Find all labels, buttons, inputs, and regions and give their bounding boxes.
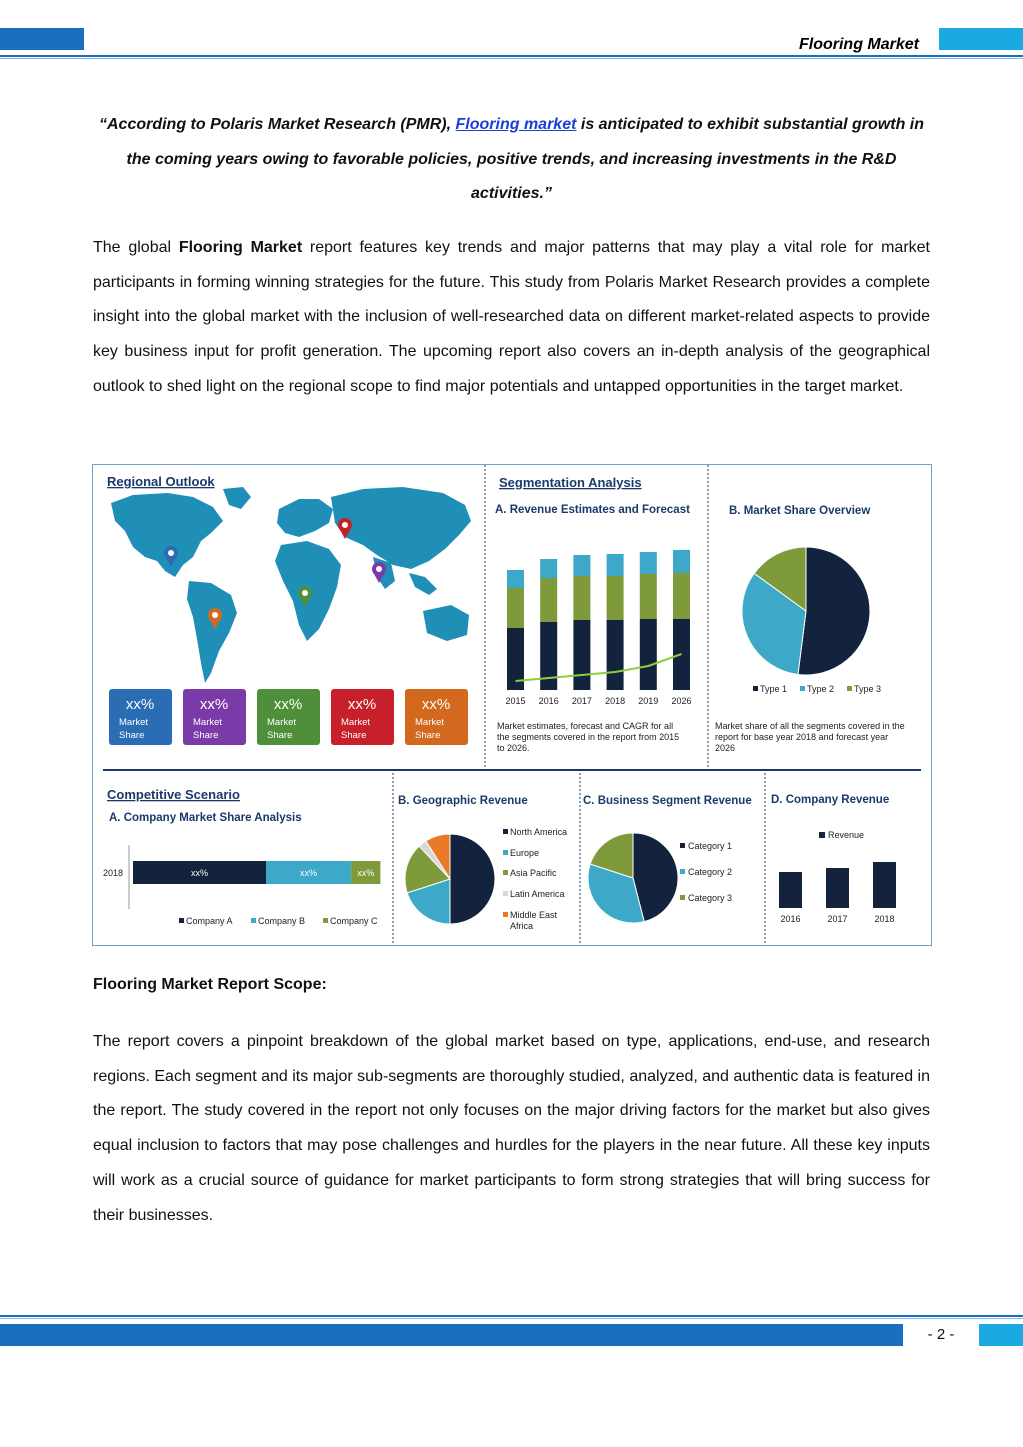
revenue-bar-segment [507,588,524,628]
revenue-bar-segment [673,550,690,573]
market-share-pie [742,547,870,675]
revenue-bar-segment [673,573,690,619]
region-tile-label: Market [267,717,297,728]
business-revenue-legend-item: Category 2 [688,867,733,877]
revenue-bar-segment [607,576,624,620]
company-share-legend-item: Company C [330,916,378,926]
market-infographic [92,464,932,946]
legend-swatch [680,843,685,848]
segmentation-title: Segmentation Analysis [499,475,642,490]
region-tile-label: Market [415,717,445,728]
company-revenue-bar [779,872,802,908]
infographic-svg [93,465,931,945]
geo-revenue-pie [405,834,495,924]
competitive-title: Competitive Scenario [107,787,240,802]
revenue-bar-segment [507,570,524,588]
revenue-bar-segment [640,574,657,619]
revenue-x-tick: 2018 [605,696,626,706]
company-revenue-bar [873,862,896,908]
header-rule-light [0,58,1023,59]
region-tile-label: Share [341,730,367,741]
company-revenue-title: D. Company Revenue [771,794,890,806]
region-tile-value: xx% [125,696,155,713]
geo-revenue-legend-item: Latin America [510,889,565,899]
region-tile-value: xx% [347,696,377,713]
revenue-bar-segment [573,576,590,620]
region-tile-label: Share [119,730,145,741]
legend-swatch [680,869,685,874]
revenue-chart [505,550,691,706]
revenue-x-tick: 2016 [538,696,559,706]
region-tile-label: Market [119,717,149,728]
geo-revenue-legend-item: North America [510,827,568,837]
business-revenue-pie [588,833,678,923]
company-revenue-x-tick: 2016 [780,914,801,924]
intro-after: report features key trends and major patterns that may play a vital role for market participants in forming winning strategies for the future. This study from Polaris Market Research provides a complete insight into the global market with the inclusion of well-researched data on different market-related aspects to provide key business input for profit generation. The upcoming report also covers an in-depth analysis of the geographical outlook to shed light on the regional scope to find major potentials and untapped opportunities in the target market. [93,239,930,395]
geo-revenue-legend [503,827,567,931]
intro-bold: Flooring Market [178,239,303,256]
business-revenue-legend-item: Category 3 [688,893,733,903]
scope-heading: Flooring Market Report Scope: [93,976,327,993]
region-tile-label: Share [193,730,219,741]
footer-bar [0,1324,903,1346]
geo-revenue-legend-item: Middle East [510,910,558,920]
header-title: Flooring Market [798,36,919,53]
company-share-legend-item: Company A [186,916,233,926]
page-number: - 2 - [927,1326,955,1343]
footer-rule [0,1315,1023,1317]
region-tile-label: Share [415,730,441,741]
revenue-bar-segment [540,578,557,622]
company-share-bar [133,861,380,884]
quote-text-before: “According to Polaris Market Research (PMR), [98,116,456,133]
region-tile-value: xx% [273,696,303,713]
quote-text-after: is anticipated to exhibit substantial growth in the coming years owing to favorable policies, positive trends, and increasing investments in the R&D activities.” [126,116,925,202]
legend-swatch [503,891,508,896]
revenue-chart-title: A. Revenue Estimates and Forecast [495,504,690,516]
revenue-x-tick: 2026 [671,696,692,706]
region-tile-label: Market [341,717,371,728]
revenue-x-tick: 2015 [505,696,526,706]
region-tiles [109,689,468,745]
company-share-title: A. Company Market Share Analysis [109,812,302,824]
region-tile-value: xx% [421,696,451,713]
market-share-slice [798,547,870,675]
revenue-x-tick: 2019 [638,696,659,706]
company-share-label: xx% [357,868,375,878]
company-revenue-legend: Revenue [828,830,865,840]
geo-revenue-slice [450,834,495,924]
footer-accent [979,1324,1023,1346]
legend-swatch [503,870,508,875]
company-share-legend [179,916,378,926]
header-rule [0,55,1023,57]
intro-quote [93,108,930,212]
revenue-bar-segment [540,559,557,578]
revenue-bar-segment [640,552,657,574]
revenue-bar-segment [640,619,657,690]
legend-swatch [503,829,508,834]
legend-swatch [251,918,256,923]
legend-swatch [847,686,852,691]
revenue-bar-segment [573,555,590,576]
legend-swatch [323,918,328,923]
revenue-bar-segment [607,554,624,576]
company-revenue-x-tick: 2017 [827,914,848,924]
market-share-legend-item: Type 1 [760,684,788,694]
footer-rule-light [0,1318,1023,1319]
geo-revenue-legend-item: Africa [510,921,534,931]
region-tile-value: xx% [199,696,229,713]
company-share-year: 2018 [103,868,124,878]
regional-title: Regional Outlook [107,474,215,489]
intro-before: The global [93,239,179,256]
world-map [111,487,471,683]
market-share-legend-item: Type 2 [807,684,835,694]
revenue-bar-segment [540,622,557,690]
market-share-legend-item: Type 3 [854,684,882,694]
legend-swatch [503,850,508,855]
company-revenue-x-tick: 2018 [874,914,895,924]
revenue-caption: Market estimates, forecast and CAGR for all the segments covered in the report from 2015 to 2026. [497,721,680,753]
geo-revenue-legend-item: Asia Pacific [510,868,557,878]
business-revenue-legend-item: Category 1 [688,841,733,851]
legend-swatch [753,686,758,691]
market-share-title: B. Market Share Overview [729,505,871,517]
header-accent-left [0,28,84,50]
company-share-legend-item: Company B [258,916,306,926]
header-accent-right [939,28,1023,50]
market-share-caption: Market share of all the segments covered in the report for base year 2018 and forecast year 2026 [715,721,905,753]
company-share-label: xx% [300,868,318,878]
geo-revenue-title: B. Geographic Revenue [398,795,528,807]
region-tile-label: Share [267,730,293,741]
company-revenue-bar [826,868,849,908]
revenue-bar-segment [607,620,624,690]
legend-swatch [800,686,805,691]
revenue-x-tick: 2017 [571,696,592,706]
legend-swatch [819,832,825,838]
intro-paragraph [93,231,930,405]
market-share-legend [753,684,881,694]
business-revenue-title: C. Business Segment Revenue [583,795,752,807]
company-revenue-chart [779,862,896,924]
flooring-market-link[interactable]: Flooring market [455,116,577,133]
geo-revenue-legend-item: Europe [510,848,540,858]
business-revenue-legend [680,841,732,903]
legend-swatch [680,895,685,900]
company-share-label: xx% [190,868,209,878]
legend-swatch [503,912,508,917]
region-tile-label: Market [193,717,223,728]
scope-paragraph: The report covers a pinpoint breakdown of the global market based on type, applications, end-use, and research regions. Each segment and its major sub-segments are thoroughly studied, analyzed, and authentic data is featured in the report. The study covered in the report not only focuses on the major driving factors for the market but also gives equal inclusion to factors that may pose challenges and hurdles for the players in the near future. All these key inputs will work as a crucial source of guidance for market participants to form strong strategies that will bring success for their businesses. [93,1033,930,1224]
legend-swatch [179,918,184,923]
revenue-bar-segment [573,620,590,690]
